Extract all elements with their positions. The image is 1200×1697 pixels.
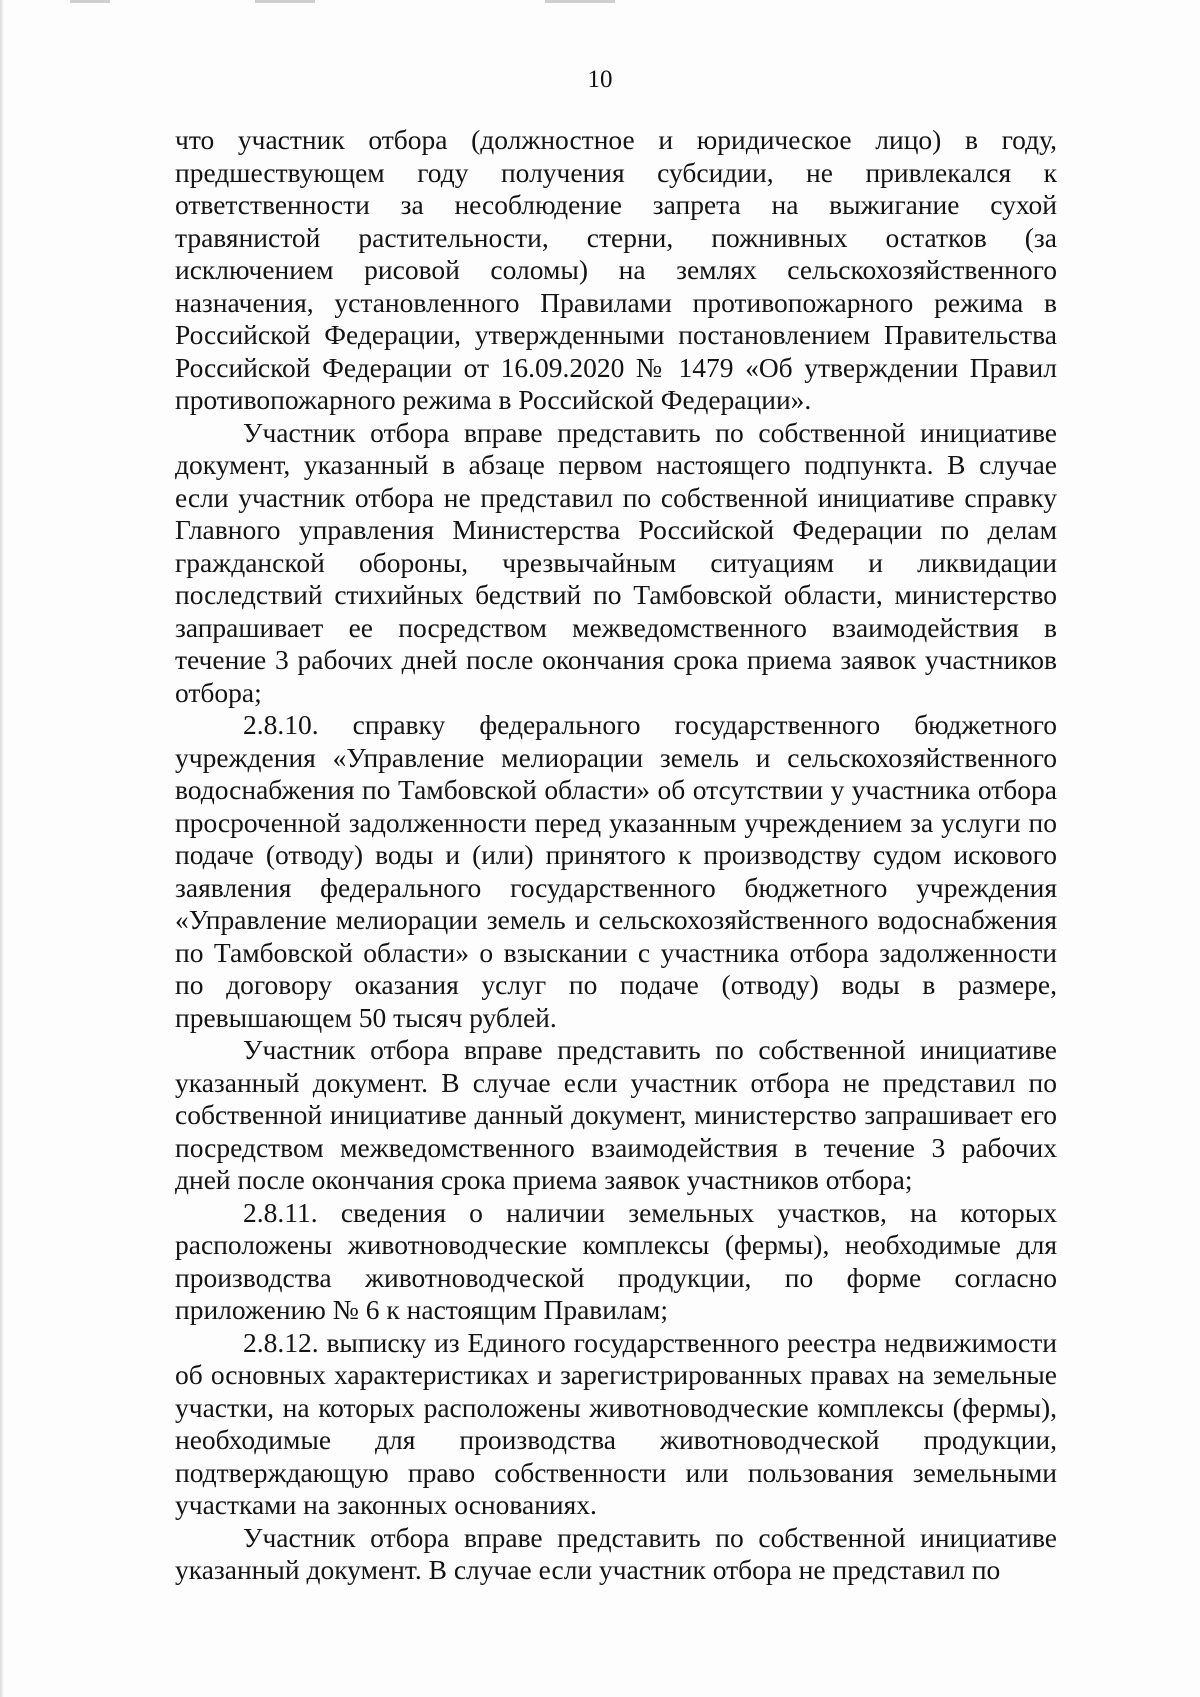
paragraph-item-2-8-12: 2.8.12. выписку из Единого государственного реестра недвижимости об основных характеристиках и зарегистрированных правах на земельные участки, на которых расположены животноводческие комплексы (фермы), необходимые для производства животноводческой продукции, подтверждающую право собственности или пользования земельными участками на законных основаниях. xyxy=(175,1326,1057,1520)
paragraph-fire-safety-statement: что участник отбора (должностное и юридическое лицо) в году, предшествующем году получения субсидии, не привлекался к ответственности за несоблюдение запрета на выжигание сухой травянистой растительности, стерни, пожнивных остатков (за исключением рисовой соломы) на землях сельскохозяйственного назначения, установленного Правилами противопожарного режима в Российской Федерации, утвержденными постановлением Правительства Российской Федерации от 16.09.2020 № 1479 «Об утверждении Правил противопожарного режима в Российской Федерации». xyxy=(175,124,1057,415)
paragraph-own-initiative-fire-certificate: Участник отбора вправе представить по собственной инициативе документ, указанный в абзаце первом настоящего подпункта. В случае если участник отбора не представил по собственной инициативе справку Главного управления Министерства Российской Федерации по делам гражданской обороны, чрезвычайным ситуациям и ликвидации последствий стихийных бедствий по Тамбовской области, министерство запрашивает ее посредством межведомственного взаимодействия в течение 3 рабочих дней после окончания срока приема заявок участников отбора; xyxy=(175,416,1057,708)
scan-top-mark xyxy=(545,0,615,3)
paragraph-own-initiative-registry-extract: Участник отбора вправе представить по собственной инициативе указанный документ. В случае если участник отбора не представил по xyxy=(175,1521,1057,1585)
scan-top-mark xyxy=(255,0,315,3)
paragraph-own-initiative-melioration-certificate: Участник отбора вправе представить по собственной инициативе указанный документ. В случае если участник отбора не представил по собственной инициативе данный документ, министерство запрашивает его посредством межведомственного взаимодействия в течение 3 рабочих дней после окончания срока приема заявок участников отбора; xyxy=(175,1034,1057,1195)
paragraph-item-2-8-11: 2.8.11. сведения о наличии земельных участков, на которых расположены животноводческие комплексы (фермы), необходимые для производства животноводческой продукции, по форме согласно приложению № 6 к настоящим Правилам; xyxy=(175,1196,1057,1325)
document-body xyxy=(175,124,1057,1587)
page-number: 10 xyxy=(587,66,613,93)
scan-top-mark xyxy=(70,0,110,3)
scan-edge-shadow xyxy=(0,0,4,1697)
paragraph-item-2-8-10: 2.8.10. справку федерального государственного бюджетного учреждения «Управление мелиорации земель и сельскохозяйственного водоснабжения по Тамбовской области» об отсутствии у участника отбора просроченной задолженности перед указанным учреждением за услуги по подаче (отводу) воды и (или) принятого к производству судом искового заявления федерального государственного бюджетного учреждения «Управление мелиорации земель и сельскохозяйственного водоснабжения по Тамбовской области» о взыскании с участника отбора задолженности по договору оказания услуг по подаче (отводу) воды в размере, превышающем 50 тысяч рублей. xyxy=(175,709,1057,1033)
